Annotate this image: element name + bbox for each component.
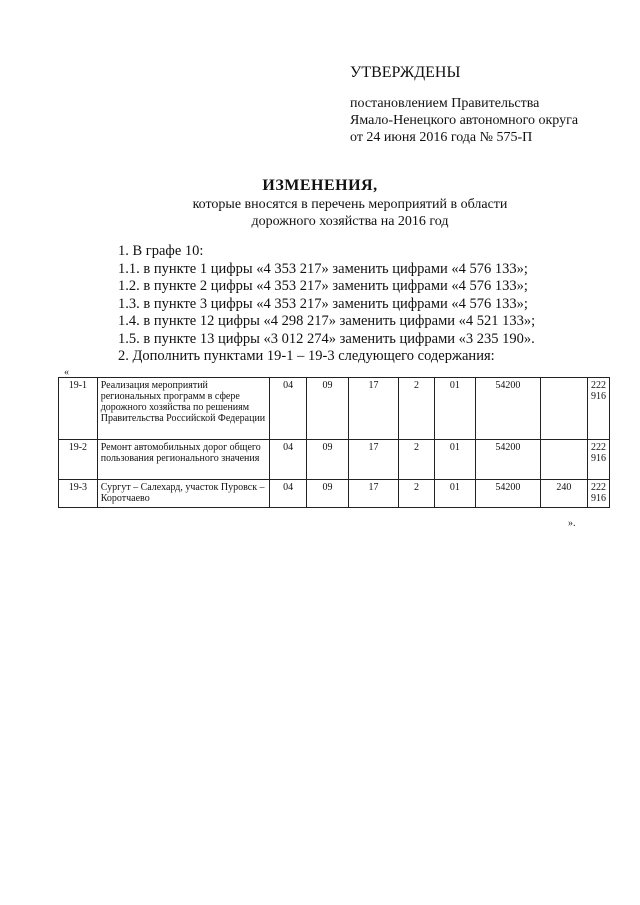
change-item: 1.5. в пункте 13 цифры «3 012 274» заменить цифрами «3 235 190».: [118, 330, 535, 347]
table-row: [59, 440, 610, 480]
approved-heading: УТВЕРЖДЕНЫ: [350, 64, 461, 81]
change-item: 1.1. в пункте 1 цифры «4 353 217» заменить цифрами «4 576 133»;: [118, 260, 528, 277]
cell: 17: [348, 378, 399, 440]
changes-table: [58, 377, 610, 508]
table-row: [59, 378, 610, 440]
cell: 2: [399, 480, 434, 508]
cell: 17: [348, 440, 399, 480]
cell: 240: [540, 480, 587, 508]
row-name: Реализация мероприятий региональных программ в сфере дорожного хозяйства по решениям Правительства Российской Федерации: [97, 378, 269, 440]
change-item: 2. Дополнить пунктами 19-1 – 19-3 следующего содержания:: [118, 348, 495, 364]
cell: 54200: [475, 378, 540, 440]
cell: 2: [399, 378, 434, 440]
cell: 04: [269, 378, 307, 440]
cell: 54200: [475, 440, 540, 480]
approval-line: постановлением Правительства: [350, 96, 540, 111]
cell: [540, 378, 587, 440]
change-item: 1. В графе 10:: [118, 243, 204, 259]
cell: 17: [348, 480, 399, 508]
cell: 01: [434, 440, 475, 480]
table-row: [59, 480, 610, 508]
change-item: 1.2. в пункте 2 цифры «4 353 217» заменить цифрами «4 576 133»;: [118, 278, 528, 294]
cell: [540, 440, 587, 480]
cell: 09: [307, 480, 348, 508]
document-title: ИЗМЕНЕНИЯ,: [262, 177, 378, 194]
cell: 04: [269, 480, 307, 508]
row-name: Ремонт автомобильных дорог общего пользования регионального значения: [97, 440, 269, 480]
change-item: 1.3. в пункте 3 цифры «4 353 217» заменить цифрами «4 576 133»;: [118, 295, 528, 312]
cell: 54200: [475, 480, 540, 508]
subtitle-line: которые вносятся в перечень мероприятий в области: [192, 197, 508, 212]
changes-list: [118, 243, 535, 366]
row-sum: 222 916: [588, 378, 610, 440]
approval-line: от 24 июня 2016 года № 575-П: [350, 130, 533, 145]
row-name: Сургут – Салехард, участок Пуровск – Коротчаево: [97, 480, 269, 508]
cell: 09: [307, 378, 348, 440]
row-number: 19-3: [59, 480, 98, 508]
cell: 01: [434, 378, 475, 440]
row-number: 19-2: [59, 440, 98, 480]
cell: 04: [269, 440, 307, 480]
approval-line: Ямало-Ненецкого автономного округа: [350, 113, 579, 128]
row-number: 19-1: [59, 378, 98, 440]
change-item: 1.4. в пункте 12 цифры «4 298 217» заменить цифрами «4 521 133»;: [118, 313, 536, 329]
approval-details: [350, 95, 578, 146]
row-sum: 222 916: [588, 440, 610, 480]
row-sum: 222 916: [588, 480, 610, 508]
cell: 01: [434, 480, 475, 508]
document-subtitle: [150, 196, 550, 230]
opening-quote: «: [64, 367, 69, 378]
cell: 09: [307, 440, 348, 480]
cell: 2: [399, 440, 434, 480]
subtitle-line: дорожного хозяйства на 2016 год: [251, 214, 449, 229]
closing-quote: ».: [568, 518, 576, 529]
